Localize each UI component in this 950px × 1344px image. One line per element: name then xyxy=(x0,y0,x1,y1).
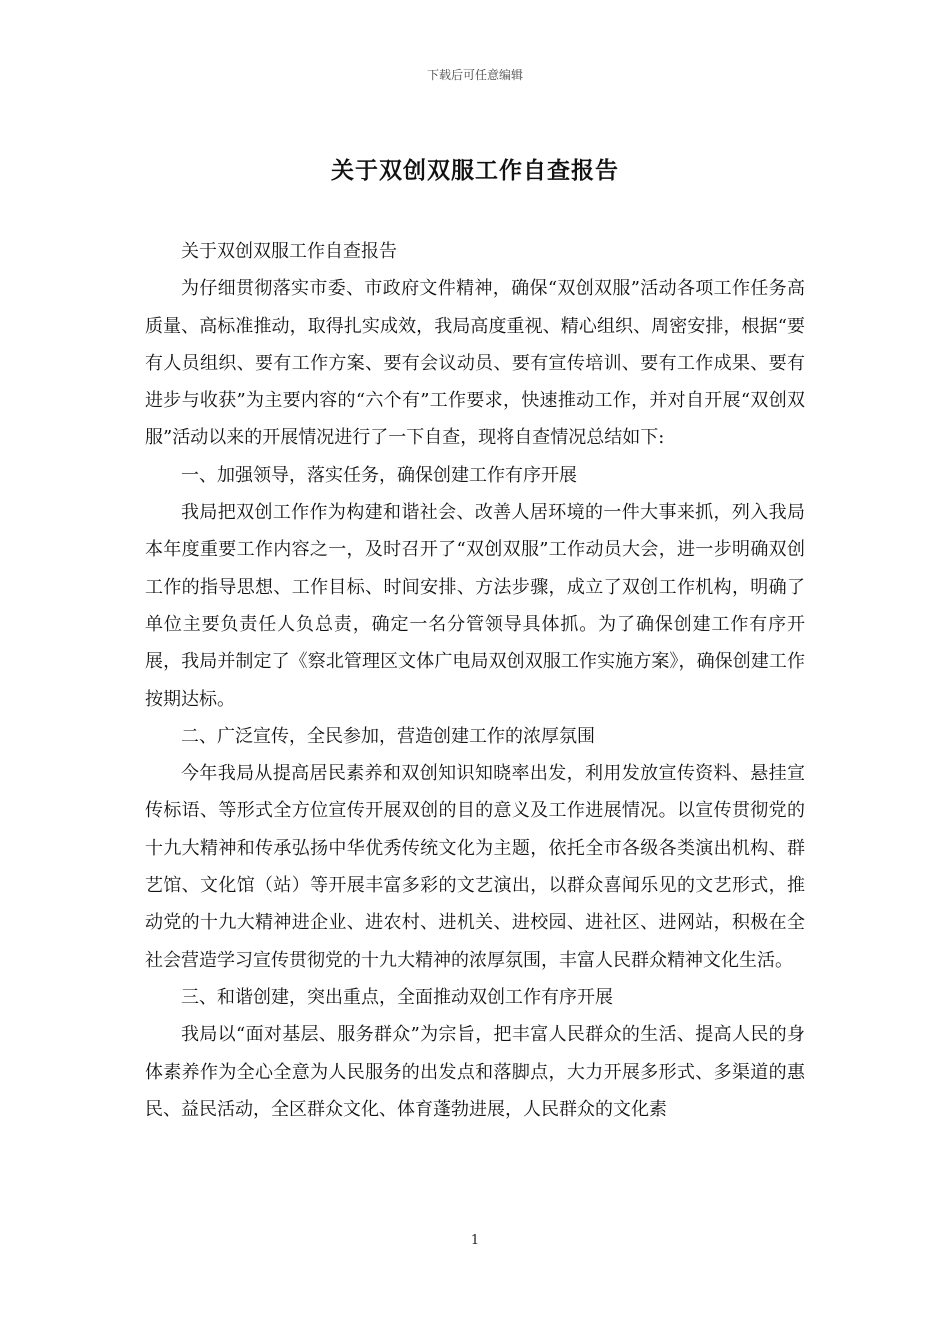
document-body xyxy=(145,233,805,1128)
paragraph-intro: 为仔细贯彻落实市委、市政府文件精神，确保“双创双服”活动各项工作任务高质量、高标准推动，取得扎实成效，我局高度重视、精心组织、周密安排，根据“要有人员组织、要有工作方案、要有会议动员、要有宣传培训、要有工作成果、要有进步与收获”为主要内容的“六个有”工作要求，快速推动工作，并对自开展“双创双服”活动以来的开展情况进行了一下自查，现将自查情况总结如下: xyxy=(145,278,805,449)
page-header-note: 下载后可任意编辑 xyxy=(426,68,523,82)
paragraph-section-3: 我局以“面对基层、服务群众”为宗旨，把丰富人民群众的生活、提高人民的身体素养作为全心全意为人民服务的出发点和落脚点，大力开展多形式、多渠道的惠民、益民活动，全区群众文化、体育蓬勃进展，人民群众的文化素 xyxy=(145,1024,805,1120)
section-heading-1: 一、加强领导，落实任务，确保创建工作有序开展 xyxy=(181,464,577,486)
document-title: 关于双创双服工作自查报告 xyxy=(331,157,619,184)
paragraph-subtitle: 关于双创双服工作自查报告 xyxy=(181,241,397,262)
section-heading-2: 二、广泛宣传，全民参加，营造创建工作的浓厚氛围 xyxy=(181,725,595,747)
page-number: 1 xyxy=(470,1233,480,1248)
section-heading-3: 三、和谐创建，突出重点，全面推动双创工作有序开展 xyxy=(181,986,613,1008)
paragraph-section-2: 今年我局从提高居民素养和双创知识知晓率出发，利用发放宣传资料、悬挂宣传标语、等形式全方位宣传开展双创的目的意义及工作进展情况。以宣传贯彻党的十九大精神和传承弘扬中华优秀传统文化为主题，依托全市各级各类演出机构、群艺馆、文化馆（站）等开展丰富多彩的文艺演出，以群众喜闻乐见的文艺形式，推动党的十九大精神进企业、进农村、进机关、进校园、进社区、进网站，积极在全社会营造学习宣传贯彻党的十九大精神的浓厚氛围，丰富人民群众精神文化生活。 xyxy=(145,763,805,971)
paragraph-section-1: 我局把双创工作作为构建和谐社会、改善人居环境的一件大事来抓，列入我局本年度重要工作内容之一，及时召开了“双创双服”工作动员大会，进一步明确双创工作的指导思想、工作目标、时间安排、方法步骤，成立了双创工作机构，明确了单位主要负责任人负总责，确定一名分管领导具体抓。为了确保创建工作有序开展，我局并制定了《察北管理区文体广电局双创双服工作实施方案》，确保创建工作按期达标。 xyxy=(145,502,805,710)
